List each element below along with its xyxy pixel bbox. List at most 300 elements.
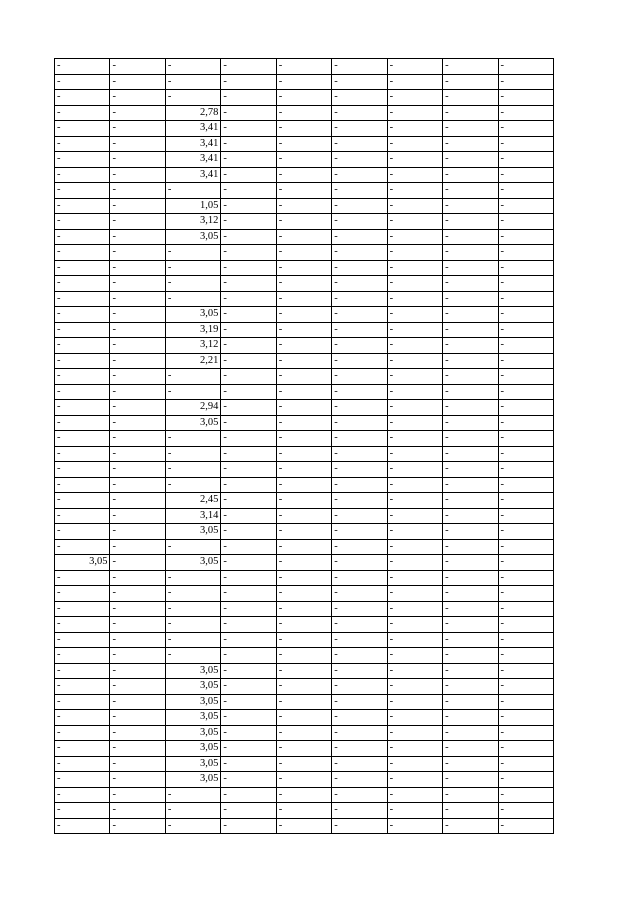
- table-cell: -: [221, 307, 276, 323]
- table-cell: -: [221, 663, 276, 679]
- table-cell: -: [498, 539, 554, 555]
- table-cell: -: [443, 570, 498, 586]
- table-cell: -: [332, 493, 387, 509]
- table-cell: -: [498, 803, 554, 819]
- table-row: [55, 756, 554, 772]
- table-row: [55, 663, 554, 679]
- table-row: [55, 493, 554, 509]
- table-cell: -: [55, 59, 110, 75]
- table-cell: -: [110, 198, 165, 214]
- table-cell: -: [387, 648, 442, 664]
- table-cell: 3,05: [165, 694, 220, 710]
- table-cell: -: [387, 152, 442, 168]
- table-cell: -: [276, 59, 331, 75]
- table-cell: -: [110, 508, 165, 524]
- table-cell: -: [276, 493, 331, 509]
- table-cell: -: [55, 105, 110, 121]
- table-cell: -: [110, 415, 165, 431]
- table-cell: -: [443, 462, 498, 478]
- table-cell: -: [55, 307, 110, 323]
- table-cell: -: [443, 555, 498, 571]
- table-cell: 2,45: [165, 493, 220, 509]
- table-row: [55, 431, 554, 447]
- table-cell: -: [387, 818, 442, 834]
- table-row: [55, 508, 554, 524]
- table-cell: -: [276, 617, 331, 633]
- table-cell: -: [110, 632, 165, 648]
- table-cell: -: [110, 756, 165, 772]
- table-row: [55, 648, 554, 664]
- table-cell: -: [110, 59, 165, 75]
- table-cell: -: [221, 539, 276, 555]
- table-cell: -: [110, 617, 165, 633]
- table-cell: -: [498, 570, 554, 586]
- table-cell: -: [332, 601, 387, 617]
- table-cell: -: [387, 260, 442, 276]
- table-cell: -: [221, 586, 276, 602]
- table-cell: -: [276, 555, 331, 571]
- table-cell: -: [165, 617, 220, 633]
- table-cell: -: [55, 772, 110, 788]
- table-cell: -: [332, 59, 387, 75]
- table-cell: -: [443, 90, 498, 106]
- table-cell: 3,05: [165, 663, 220, 679]
- table-cell: -: [443, 756, 498, 772]
- table-cell: -: [110, 493, 165, 509]
- table-row: [55, 276, 554, 292]
- table-cell: -: [332, 586, 387, 602]
- table-cell: -: [387, 586, 442, 602]
- table-cell: -: [443, 229, 498, 245]
- table-cell: -: [276, 818, 331, 834]
- table-cell: -: [221, 710, 276, 726]
- table-row: [55, 245, 554, 261]
- table-cell: -: [110, 462, 165, 478]
- table-cell: -: [498, 245, 554, 261]
- table-cell: 3,05: [165, 741, 220, 757]
- table-cell: -: [498, 617, 554, 633]
- table-cell: -: [110, 322, 165, 338]
- table-cell: -: [387, 725, 442, 741]
- table-cell: -: [498, 121, 554, 137]
- table-cell: -: [221, 524, 276, 540]
- table-row: [55, 74, 554, 90]
- table-cell: -: [498, 369, 554, 385]
- table-cell: -: [276, 570, 331, 586]
- table-cell: -: [332, 90, 387, 106]
- table-cell: -: [498, 446, 554, 462]
- table-cell: 3,12: [165, 214, 220, 230]
- table-cell: -: [221, 260, 276, 276]
- table-cell: -: [276, 462, 331, 478]
- table-cell: -: [221, 725, 276, 741]
- table-row: [55, 415, 554, 431]
- table-cell: -: [55, 136, 110, 152]
- table-cell: -: [443, 787, 498, 803]
- table-cell: -: [221, 322, 276, 338]
- table-cell: -: [332, 245, 387, 261]
- table-row: [55, 539, 554, 555]
- table-cell: -: [221, 90, 276, 106]
- table-cell: -: [276, 431, 331, 447]
- table-cell: 3,05: [165, 772, 220, 788]
- table-cell: -: [55, 477, 110, 493]
- table-cell: -: [443, 710, 498, 726]
- table-cell: -: [276, 307, 331, 323]
- table-row: [55, 524, 554, 540]
- table-cell: 2,78: [165, 105, 220, 121]
- table-cell: 2,21: [165, 353, 220, 369]
- table-cell: -: [55, 818, 110, 834]
- table-cell: -: [387, 307, 442, 323]
- table-cell: -: [332, 694, 387, 710]
- table-cell: -: [221, 632, 276, 648]
- table-cell: -: [332, 152, 387, 168]
- table-cell: -: [110, 276, 165, 292]
- table-cell: -: [387, 570, 442, 586]
- table-cell: -: [498, 90, 554, 106]
- table-cell: -: [221, 772, 276, 788]
- table-cell: -: [276, 400, 331, 416]
- table-cell: -: [276, 369, 331, 385]
- table-cell: -: [498, 214, 554, 230]
- table-cell: -: [443, 818, 498, 834]
- table-cell: -: [276, 121, 331, 137]
- table-cell: -: [332, 167, 387, 183]
- table-cell: -: [221, 214, 276, 230]
- table-cell: -: [221, 679, 276, 695]
- table-cell: -: [221, 121, 276, 137]
- table-cell: -: [276, 539, 331, 555]
- table-cell: -: [387, 415, 442, 431]
- table-cell: -: [443, 415, 498, 431]
- table-cell: -: [221, 431, 276, 447]
- table-cell: -: [387, 462, 442, 478]
- table-cell: -: [332, 369, 387, 385]
- table-cell: -: [221, 105, 276, 121]
- table-cell: -: [110, 291, 165, 307]
- table-cell: -: [387, 384, 442, 400]
- table-cell: -: [221, 508, 276, 524]
- table-cell: -: [110, 555, 165, 571]
- table-cell: -: [110, 338, 165, 354]
- table-cell: -: [387, 679, 442, 695]
- table-cell: -: [387, 198, 442, 214]
- table-cell: -: [387, 183, 442, 199]
- table-cell: -: [55, 353, 110, 369]
- table-cell: -: [387, 601, 442, 617]
- table-cell: -: [55, 167, 110, 183]
- table-cell: -: [110, 663, 165, 679]
- table-cell: -: [221, 229, 276, 245]
- table-cell: -: [110, 384, 165, 400]
- table-cell: -: [387, 400, 442, 416]
- table-cell: -: [110, 570, 165, 586]
- table-cell: -: [498, 818, 554, 834]
- table-cell: -: [221, 59, 276, 75]
- table-cell: -: [221, 74, 276, 90]
- table-cell: -: [332, 710, 387, 726]
- table-cell: -: [387, 772, 442, 788]
- table-cell: -: [55, 663, 110, 679]
- table-cell: -: [387, 167, 442, 183]
- table-cell: -: [110, 446, 165, 462]
- table-cell: -: [443, 586, 498, 602]
- table-cell: -: [443, 167, 498, 183]
- table-cell: -: [55, 586, 110, 602]
- table-cell: -: [498, 431, 554, 447]
- table-cell: -: [498, 353, 554, 369]
- table-cell: -: [276, 214, 331, 230]
- table-cell: -: [110, 601, 165, 617]
- table-cell: -: [221, 400, 276, 416]
- table-cell: -: [221, 136, 276, 152]
- table-cell: -: [221, 384, 276, 400]
- table-cell: -: [276, 276, 331, 292]
- table-cell: 3,05: [165, 710, 220, 726]
- table-cell: -: [110, 431, 165, 447]
- table-cell: -: [498, 632, 554, 648]
- table-cell: -: [221, 555, 276, 571]
- table-cell: -: [332, 617, 387, 633]
- table-cell: -: [55, 679, 110, 695]
- table-cell: -: [443, 772, 498, 788]
- table-cell: -: [165, 632, 220, 648]
- table-cell: -: [332, 477, 387, 493]
- table-cell: -: [55, 229, 110, 245]
- table-cell: -: [276, 756, 331, 772]
- table-row: [55, 291, 554, 307]
- table-cell: -: [110, 167, 165, 183]
- table-cell: -: [110, 524, 165, 540]
- table-cell: -: [165, 245, 220, 261]
- table-cell: -: [110, 353, 165, 369]
- table-cell: -: [387, 369, 442, 385]
- table-cell: 2,94: [165, 400, 220, 416]
- table-cell: -: [443, 136, 498, 152]
- table-cell: -: [443, 152, 498, 168]
- table-cell: -: [498, 322, 554, 338]
- table-cell: -: [55, 214, 110, 230]
- table-cell: -: [55, 121, 110, 137]
- table-cell: -: [55, 415, 110, 431]
- table-cell: -: [110, 307, 165, 323]
- table-cell: -: [110, 245, 165, 261]
- table-cell: -: [443, 260, 498, 276]
- table-cell: -: [221, 787, 276, 803]
- table-cell: -: [443, 369, 498, 385]
- table-cell: -: [498, 694, 554, 710]
- table-cell: -: [110, 260, 165, 276]
- table-cell: -: [332, 121, 387, 137]
- table-cell: -: [55, 648, 110, 664]
- table-cell: -: [110, 725, 165, 741]
- table-cell: -: [498, 772, 554, 788]
- table-cell: -: [55, 710, 110, 726]
- table-cell: -: [276, 772, 331, 788]
- table-cell: 3,14: [165, 508, 220, 524]
- table-row: [55, 322, 554, 338]
- table-cell: -: [332, 663, 387, 679]
- table-cell: -: [110, 90, 165, 106]
- table-cell: -: [332, 136, 387, 152]
- table-cell: -: [387, 229, 442, 245]
- table-cell: -: [55, 570, 110, 586]
- table-cell: 3,41: [165, 152, 220, 168]
- table-cell: -: [498, 384, 554, 400]
- table-cell: -: [332, 570, 387, 586]
- table-cell: -: [498, 59, 554, 75]
- table-cell: -: [276, 384, 331, 400]
- table-cell: -: [387, 276, 442, 292]
- table-cell: -: [443, 400, 498, 416]
- table-row: [55, 229, 554, 245]
- table-cell: -: [387, 756, 442, 772]
- table-cell: -: [498, 756, 554, 772]
- table-cell: -: [221, 741, 276, 757]
- table-cell: -: [498, 477, 554, 493]
- table-cell: -: [110, 152, 165, 168]
- table-cell: -: [443, 59, 498, 75]
- table-cell: -: [498, 105, 554, 121]
- table-cell: -: [332, 338, 387, 354]
- table-cell: -: [443, 214, 498, 230]
- table-row: [55, 617, 554, 633]
- table-row: [55, 121, 554, 137]
- table-row: [55, 307, 554, 323]
- table-cell: -: [110, 369, 165, 385]
- table-cell: -: [443, 539, 498, 555]
- table-cell: -: [387, 291, 442, 307]
- table-cell: -: [443, 322, 498, 338]
- table-cell: -: [332, 756, 387, 772]
- table-cell: -: [110, 586, 165, 602]
- table-cell: 3,05: [165, 415, 220, 431]
- table-cell: -: [110, 741, 165, 757]
- table-row: [55, 105, 554, 121]
- table-cell: -: [498, 601, 554, 617]
- table-cell: -: [165, 462, 220, 478]
- table-row: [55, 803, 554, 819]
- table-row: [55, 353, 554, 369]
- table-cell: 3,05: [165, 229, 220, 245]
- table-cell: -: [55, 787, 110, 803]
- table-cell: -: [498, 663, 554, 679]
- table-cell: -: [387, 694, 442, 710]
- table-cell: -: [443, 121, 498, 137]
- table-row: [55, 462, 554, 478]
- table-cell: -: [498, 167, 554, 183]
- table-row: [55, 260, 554, 276]
- table-cell: -: [387, 493, 442, 509]
- table-cell: 3,19: [165, 322, 220, 338]
- table-cell: -: [443, 803, 498, 819]
- table-cell: -: [55, 508, 110, 524]
- table-cell: -: [332, 462, 387, 478]
- table-cell: -: [55, 322, 110, 338]
- table-cell: -: [55, 276, 110, 292]
- data-table: [54, 58, 554, 834]
- table-cell: -: [498, 152, 554, 168]
- table-row: [55, 632, 554, 648]
- table-cell: -: [55, 539, 110, 555]
- table-cell: -: [55, 152, 110, 168]
- table-cell: -: [332, 431, 387, 447]
- table-cell: -: [387, 710, 442, 726]
- table-cell: -: [55, 245, 110, 261]
- table-cell: -: [387, 431, 442, 447]
- table-row: [55, 214, 554, 230]
- table-cell: -: [276, 803, 331, 819]
- table-cell: -: [387, 508, 442, 524]
- table-cell: -: [387, 121, 442, 137]
- table-row: [55, 741, 554, 757]
- table-cell: -: [387, 787, 442, 803]
- table-cell: -: [443, 601, 498, 617]
- table-cell: -: [443, 353, 498, 369]
- table-cell: -: [332, 307, 387, 323]
- table-cell: -: [221, 648, 276, 664]
- table-cell: -: [387, 477, 442, 493]
- table-cell: -: [221, 369, 276, 385]
- table-cell: -: [276, 136, 331, 152]
- table-cell: -: [387, 803, 442, 819]
- table-cell: -: [498, 307, 554, 323]
- table-cell: -: [55, 601, 110, 617]
- table-cell: -: [498, 260, 554, 276]
- table-cell: -: [443, 617, 498, 633]
- table-cell: -: [165, 648, 220, 664]
- table-cell: -: [276, 183, 331, 199]
- table-cell: -: [387, 338, 442, 354]
- table-cell: -: [55, 803, 110, 819]
- table-cell: -: [165, 539, 220, 555]
- table-cell: -: [498, 338, 554, 354]
- table-body: [55, 59, 554, 834]
- table-cell: -: [498, 508, 554, 524]
- table-cell: -: [165, 291, 220, 307]
- table-cell: -: [332, 787, 387, 803]
- table-cell: 3,41: [165, 121, 220, 137]
- table-cell: -: [55, 462, 110, 478]
- table-cell: -: [110, 679, 165, 695]
- table-row: [55, 725, 554, 741]
- table-row: [55, 167, 554, 183]
- table-cell: 3,05: [165, 524, 220, 540]
- table-cell: -: [110, 105, 165, 121]
- table-cell: -: [221, 803, 276, 819]
- table-cell: -: [332, 322, 387, 338]
- table-cell: -: [110, 694, 165, 710]
- table-cell: -: [55, 632, 110, 648]
- table-row: [55, 570, 554, 586]
- table-cell: -: [221, 276, 276, 292]
- table-cell: -: [387, 555, 442, 571]
- table-cell: 3,41: [165, 167, 220, 183]
- table-cell: -: [443, 679, 498, 695]
- table-cell: -: [165, 90, 220, 106]
- table-cell: -: [221, 756, 276, 772]
- table-cell: -: [387, 446, 442, 462]
- table-row: [55, 369, 554, 385]
- table-cell: -: [332, 353, 387, 369]
- table-cell: -: [387, 322, 442, 338]
- table-cell: -: [221, 601, 276, 617]
- table-cell: -: [165, 818, 220, 834]
- table-cell: -: [332, 725, 387, 741]
- table-row: [55, 710, 554, 726]
- table-cell: -: [165, 446, 220, 462]
